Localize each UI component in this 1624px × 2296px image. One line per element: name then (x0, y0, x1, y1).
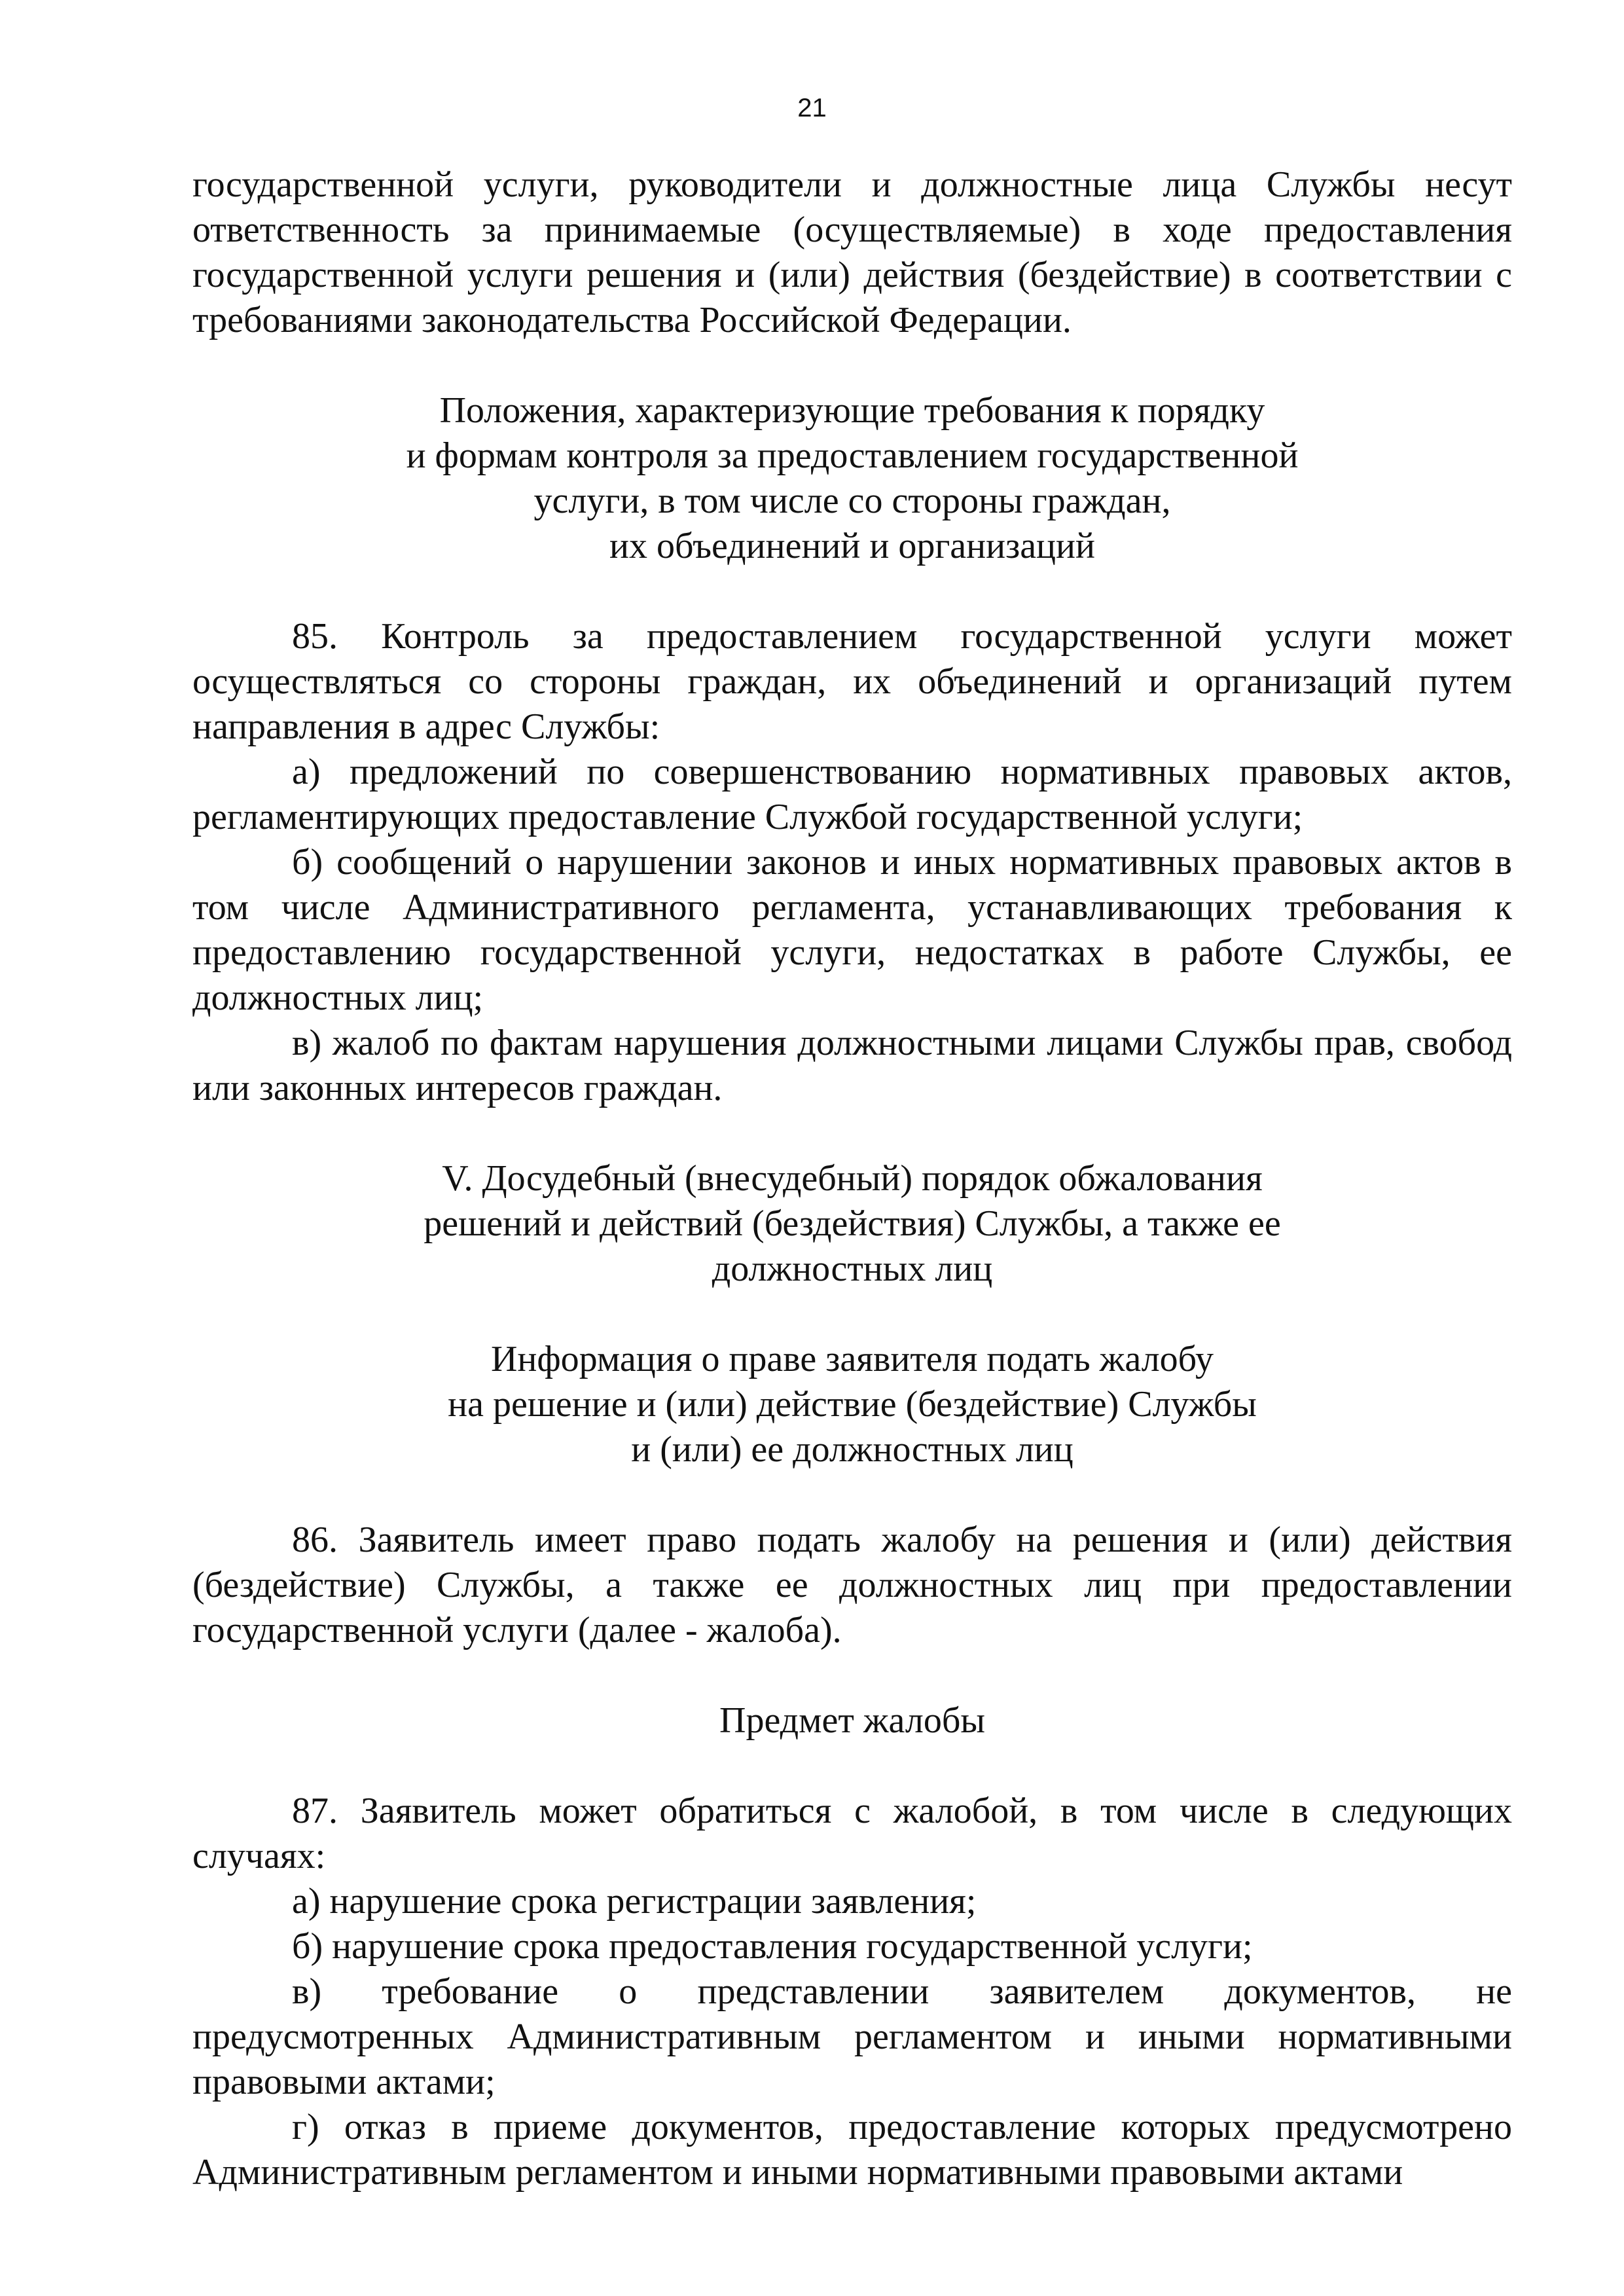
paragraph-85-v: в) жалоб по фактам нарушения должностными лицами Службы прав, свобод или законных интересов граждан. (192, 1023, 1512, 1108)
heading-line: Положения, характеризующие требования к порядку (439, 390, 1265, 431)
paragraph-87-a: а) нарушение срока регистрации заявления; (292, 1881, 977, 1922)
paragraph-87-g: г) отказ в приеме документов, предоставление которых предусмотрено Административным регламентом и иными нормативными правовыми актами (192, 2107, 1512, 2193)
page-number: 21 (797, 94, 827, 122)
word: документов, (1224, 1971, 1416, 2012)
heading-line: услуги, в том числе со стороны граждан, (533, 481, 1171, 521)
heading-line: решений и действий (бездействия) Службы, а также ее (424, 1203, 1281, 1244)
section-heading-right-to-complain (192, 1337, 1512, 1472)
paragraph-86: 86. Заявитель имеет право подать жалобу на решения и (или) действия (бездействие) Службы, а также ее должностных лиц при предоставлении государственной услуги (далее - жалоба). (192, 1520, 1512, 1650)
paragraph-intro: государственной услуги, руководители и должностные лица Службы несут ответственность за принимаемые (осуществляемые) в ходе предоставления государственной услуги решения и (или) действия (бездействие) в соответствии с требованиями законодательства Российской Федерации. (192, 164, 1512, 340)
section-heading-control (192, 388, 1512, 569)
word: заявителем (989, 1971, 1164, 2012)
document-body (192, 162, 1512, 2195)
paragraph-87-v-first-line (192, 1969, 1512, 2014)
heading-line: V. Досудебный (внесудебный) порядок обжалования (442, 1158, 1263, 1199)
heading-line: и (или) ее должностных лиц (631, 1429, 1074, 1470)
heading-line: и формам контроля за предоставлением государственной (406, 435, 1299, 476)
word: не (1476, 1971, 1512, 2012)
paragraph-87-v-rest: предусмотренных Административным регламентом и иными нормативными правовыми актами; (192, 2016, 1512, 2102)
heading-line: Информация о праве заявителя подать жалобу (490, 1339, 1214, 1379)
section-heading-v (192, 1156, 1512, 1292)
paragraph-85: 85. Контроль за предоставлением государственной услуги может осуществляться со стороны граждан, их объединений и организаций путем направления в адрес Службы: (192, 616, 1512, 747)
paragraph-87: 87. Заявитель может обратиться с жалобой, в том числе в следующих случаях: (192, 1791, 1512, 1876)
word: требование (382, 1971, 559, 2012)
section-heading-subject: Предмет жалобы (719, 1700, 985, 1741)
heading-line: должностных лиц (712, 1248, 993, 1289)
heading-line: их объединений и организаций (609, 526, 1095, 566)
paragraph-87-b: б) нарушение срока предоставления государственной услуги; (292, 1926, 1253, 1967)
word: представлении (697, 1971, 929, 2012)
paragraph-85-b: б) сообщений о нарушении законов и иных нормативных правовых актов в том числе Административного регламента, устанавливающих требования к предоставлению государственной услуги, недостатках в работе Службы, ее должностных лиц; (192, 842, 1512, 1018)
word: о (619, 1971, 638, 2012)
word: в) (292, 1971, 322, 2012)
paragraph-85-a: а) предложений по совершенствованию нормативных правовых актов, регламентирующих предоставление Службой государственной услуги; (192, 752, 1512, 837)
heading-line: на решение и (или) действие (бездействие) Службы (448, 1384, 1257, 1425)
